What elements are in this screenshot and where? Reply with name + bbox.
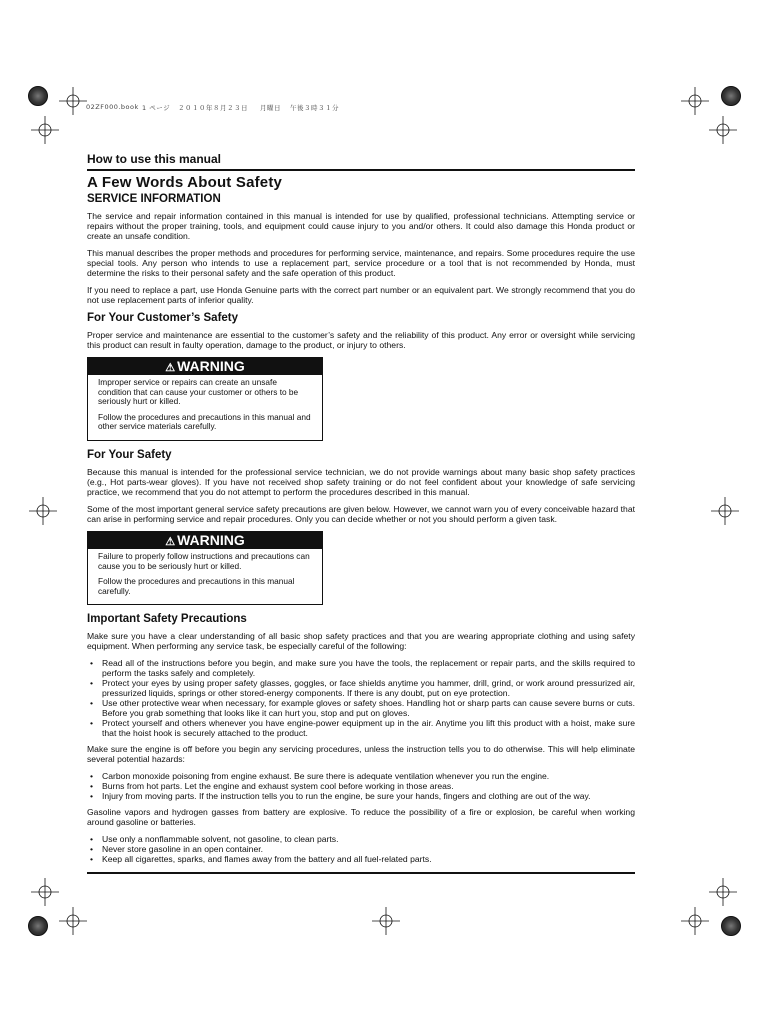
gasoline-list	[87, 834, 635, 864]
list-item: • Carbon monoxide poisoning from engine exhaust. Be sure there is adequate ventilation whenever you run the engine.	[102, 771, 635, 781]
list-item: • Use other protective wear when necessary, for example gloves or safety shoes. Handling hot or sharp parts can cause severe burns or cuts. Before you grab something that looks like it can hurt you, stop and put on gloves.	[102, 698, 635, 718]
registration-mark-icon	[372, 907, 400, 935]
list-item: • Protect your eyes by using proper safety glasses, goggles, or face shields anytime you hammer, drill, grind, or work around pressurized air, pressurized liquids, springs or other stored-energy components. If there is any doubt, put on eye protection.	[102, 678, 635, 698]
registration-mark-icon	[59, 87, 87, 115]
registration-disc-icon	[28, 86, 48, 106]
warning-box	[87, 531, 323, 605]
registration-mark-icon	[711, 497, 739, 525]
registration-disc-icon	[28, 916, 48, 936]
paragraph: Gasoline vapors and hydrogen gasses from battery are explosive. To reduce the possibility of a fire or explosion, be careful when working around gasoline or batteries.	[87, 807, 635, 828]
customer-safety-heading: For Your Customer’s Safety	[87, 312, 239, 324]
registration-mark-icon	[709, 878, 737, 906]
list-item: • Injury from moving parts. If the instruction tells you to run the engine, be sure your hands, fingers and clothing are out of the way.	[102, 791, 635, 801]
warning-box	[87, 357, 323, 441]
warning-triangle-icon: ⚠	[165, 535, 176, 548]
paragraph: If you need to replace a part, use Honda Genuine parts with the correct part number or an equivalent part. We strongly recommend that you do not use replacement parts of inferior quality.	[87, 285, 635, 305]
print-header-weekday: 月曜日	[260, 104, 281, 112]
service-info-heading: SERVICE INFORMATION	[87, 193, 221, 205]
registration-mark-icon	[709, 116, 737, 144]
list-item: • Never store gasoline in an open container.	[102, 844, 635, 854]
paragraph: Some of the most important general service safety precautions are given below. However, we cannot warn you of every conceivable hazard that can arise in performing service and repair procedures. Only you can decide whether or not you should perform a given task.	[87, 503, 635, 524]
registration-mark-icon	[681, 907, 709, 935]
registration-mark-icon	[59, 907, 87, 935]
registration-disc-icon	[721, 916, 741, 936]
header-rule	[87, 169, 635, 171]
registration-disc-icon	[721, 86, 741, 106]
paragraph: The service and repair information contained in this manual is intended for use by qualified, professional technicians. Attempting service or repairs without the proper training, tools, and equipment could cause injury to you and/or others. It could also damage this Honda product or create an unsafe condition.	[87, 211, 635, 241]
registration-mark-icon	[681, 87, 709, 115]
paragraph: Proper service and maintenance are essential to the customer’s safety and the reliability of this product. Any error or oversight while servicing this product can result in faulty operation, damage to the product, or injury to others.	[87, 330, 635, 350]
print-header-page: 1 ページ	[142, 104, 171, 112]
your-safety-heading: For Your Safety	[87, 448, 172, 461]
registration-mark-icon	[31, 878, 59, 906]
list-item: • Protect yourself and others whenever you have engine-power equipment up in the air. Anytime you lift this product with a hoist, make sure that the hoist hook is securely attached to the product.	[102, 718, 635, 738]
engine-hazards-list	[87, 771, 635, 801]
footer-rule	[87, 872, 635, 874]
warning-triangle-icon: ⚠	[165, 362, 176, 374]
page-title: A Few Words About Safety	[87, 174, 283, 191]
registration-mark-icon	[31, 116, 59, 144]
paragraph: Make sure you have a clear understanding of all basic shop safety practices and that you are wearing appropriate clothing and using safety equipment. When performing any service task, be especially careful of the following:	[87, 631, 635, 652]
precautions-heading: Important Safety Precautions	[87, 613, 247, 626]
warning-text: Follow the procedures and precautions in this manual and other service materials carefully.	[98, 411, 311, 432]
print-header-file: 02ZF000.book	[86, 103, 139, 111]
warning-label: WARNING	[177, 531, 245, 548]
warning-text: Follow the procedures and precautions in this manual carefully.	[98, 576, 295, 596]
warning-header	[88, 358, 322, 375]
warning-header	[88, 532, 322, 549]
list-item: • Use only a nonflammable solvent, not gasoline, to clean parts.	[102, 834, 635, 844]
section-label: How to use this manual	[87, 152, 222, 166]
list-item: • Burns from hot parts. Let the engine and exhaust system cool before working in those areas.	[102, 781, 635, 791]
page-content	[87, 152, 635, 870]
warning-label: WARNING	[177, 358, 245, 374]
precautions-list	[87, 658, 635, 738]
paragraph: Make sure the engine is off before you begin any servicing procedures, unless the instruction tells you to do otherwise. This will help eliminate several potential hazards:	[87, 744, 635, 765]
registration-mark-icon	[29, 497, 57, 525]
warning-text: Failure to properly follow instructions and precautions can cause you to be seriously hurt or killed.	[98, 550, 310, 571]
print-header-time: 午後３時３１分	[290, 104, 339, 112]
paragraph: Because this manual is intended for the professional service technician, we do not provide warnings about many basic shop safety practices (e.g., Hot parts-wear gloves). If you have not received shop safety training or do not feel confident about your knowledge of safe servicing practice, we recommend that you do not attempt to perform the procedures described in this manual.	[87, 466, 635, 497]
paragraph: This manual describes the proper methods and procedures for performing service, maintenance, and repairs. Some procedures require the use special tools. Any person who intends to use a replacement part, service procedure or a tool that is not recommended by Honda, must determine the risks to their personal safety and the safe operation of this product.	[87, 248, 635, 278]
list-item: • Keep all cigarettes, sparks, and flames away from the battery and all fuel-related parts.	[102, 854, 635, 864]
list-item: • Read all of the instructions before you begin, and make sure you have the tools, the replacement or repair parts, and the skills required to perform the tasks safely and completely.	[102, 658, 635, 678]
warning-text: Improper service or repairs can create an unsafe condition that can cause your customer or others to be seriously hurt or killed.	[98, 377, 299, 407]
print-header-date: ２０１０年８月２３日	[178, 104, 248, 112]
